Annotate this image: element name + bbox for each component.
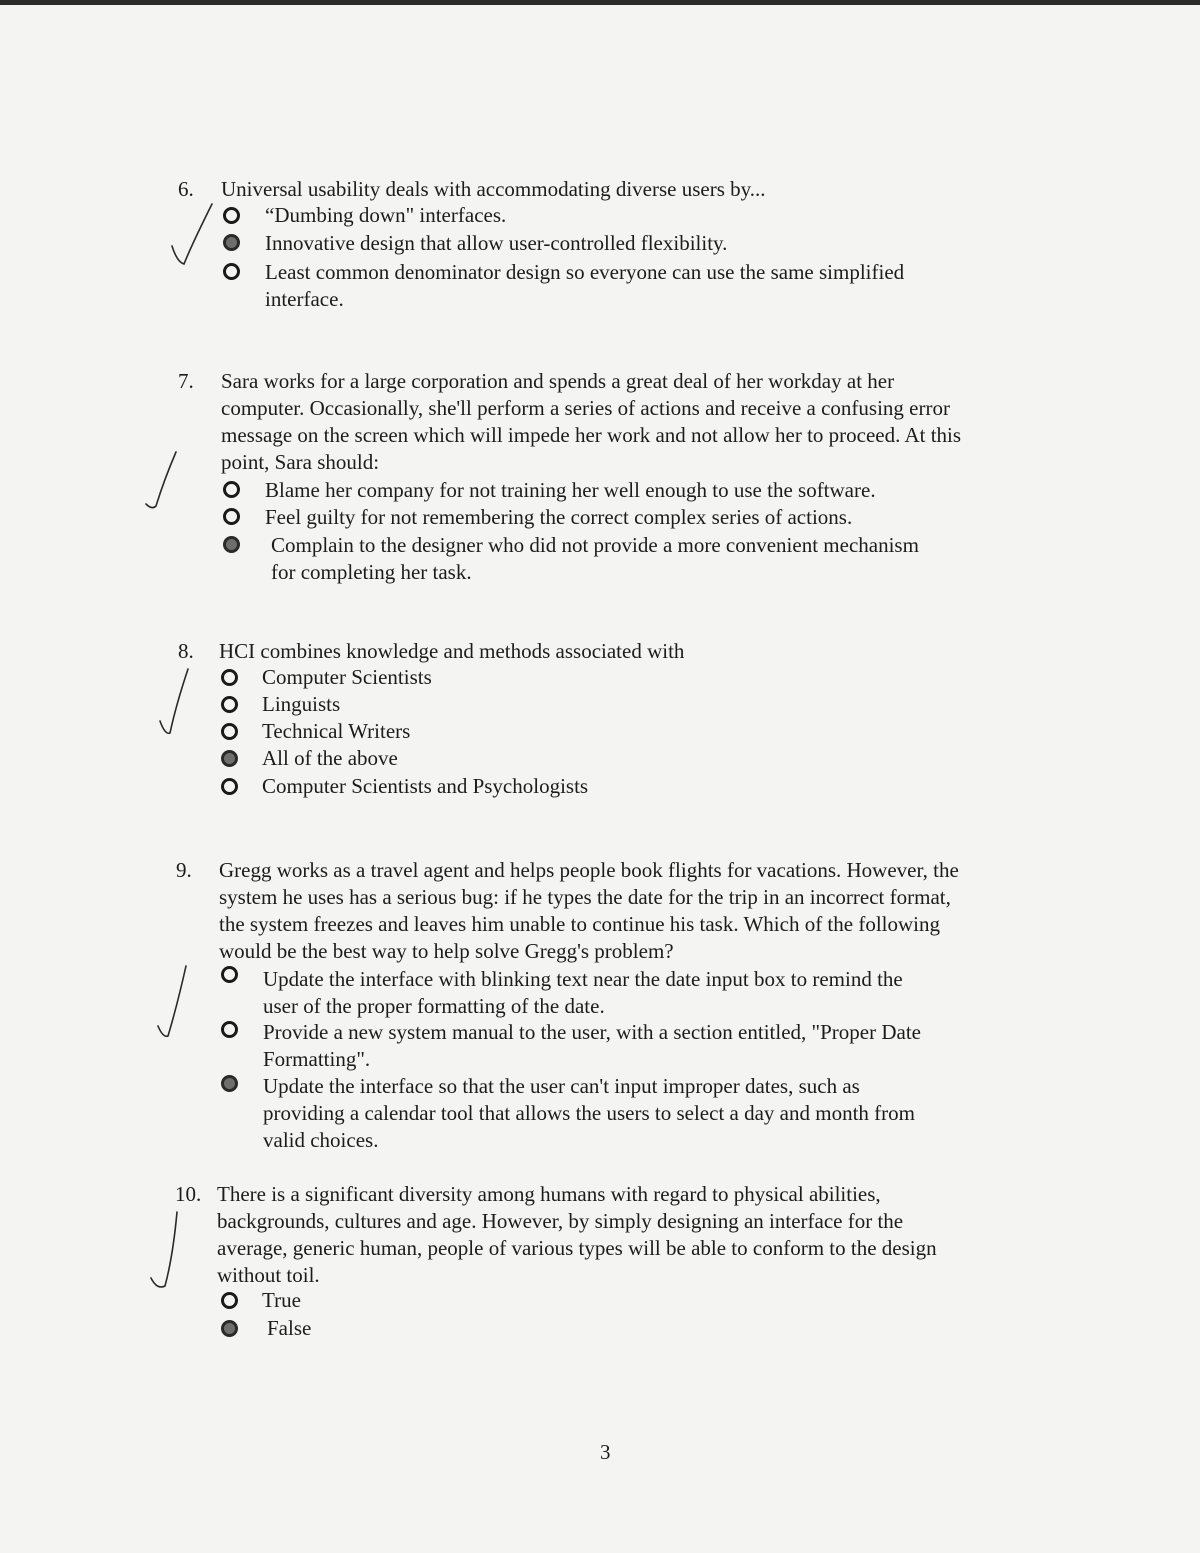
question-number: 7. xyxy=(178,369,194,393)
radio-empty-icon[interactable] xyxy=(221,669,238,686)
radio-empty-icon[interactable] xyxy=(223,508,240,525)
radio-empty-icon[interactable] xyxy=(223,263,240,280)
option-text: Update the interface with blinking text near the date input box to remind the user of the proper formatting of the date. xyxy=(263,967,903,1018)
question-text: There is a significant diversity among humans with regard to physical abilities, backgrounds, cultures and age. However, by simply designing an interface for the average, generic human, people of various types will be able to conform to the design without toil. xyxy=(217,1182,937,1287)
question-text: HCI combines knowledge and methods associated with xyxy=(219,639,685,663)
radio-empty-icon[interactable] xyxy=(221,778,238,795)
option-text: Blame her company for not training her well enough to use the software. xyxy=(265,478,876,502)
option-text: True xyxy=(262,1288,301,1312)
question-number: 6. xyxy=(178,177,194,201)
option-text: False xyxy=(267,1316,312,1340)
option-text: “Dumbing down" interfaces. xyxy=(265,203,507,227)
option-text: Innovative design that allow user-controlled flexibility. xyxy=(265,231,728,255)
question-text: Universal usability deals with accommodating diverse users by... xyxy=(221,177,766,201)
option-text: Update the interface so that the user can't input improper dates, such as providing a calendar tool that allows the users to select a day and month from valid choices. xyxy=(263,1074,915,1152)
radio-empty-icon[interactable] xyxy=(221,696,238,713)
radio-empty-icon[interactable] xyxy=(221,1021,238,1038)
question-text: Sara works for a large corporation and spends a great deal of her workday at her computer. Occasionally, she'll perform a series of actions and receive a confusing error message on the screen which will impede her work and not allow her to proceed. At this point, Sara should: xyxy=(221,369,962,474)
question-number: 10. xyxy=(175,1182,202,1206)
option-text: Computer Scientists and Psychologists xyxy=(262,774,589,798)
option-text: All of the above xyxy=(262,746,398,770)
radio-empty-icon[interactable] xyxy=(221,1292,238,1309)
radio-selected-icon[interactable] xyxy=(223,536,240,553)
grading-checkmark-icon xyxy=(150,962,196,1044)
radio-empty-icon[interactable] xyxy=(221,966,238,983)
option-text: Complain to the designer who did not provide a more convenient mechanism for completing her task. xyxy=(271,533,919,584)
radio-empty-icon[interactable] xyxy=(223,207,240,224)
question-number: 8. xyxy=(178,639,194,663)
option-text: Provide a new system manual to the user, with a section entitled, "Proper Date Formatting". xyxy=(263,1020,921,1071)
grading-checkmark-icon xyxy=(140,448,186,518)
grading-checkmark-icon xyxy=(145,1208,193,1296)
option-text: Technical Writers xyxy=(262,719,411,743)
grading-checkmark-icon xyxy=(168,200,216,272)
page-number: 3 xyxy=(600,1440,611,1464)
radio-empty-icon[interactable] xyxy=(221,723,238,740)
radio-selected-icon[interactable] xyxy=(221,750,238,767)
option-text: Linguists xyxy=(262,692,341,716)
radio-empty-icon[interactable] xyxy=(223,481,240,498)
question-text: Gregg works as a travel agent and helps people book flights for vacations. However, the system he uses has a serious bug: if he types the date for the trip in an incorrect format, the system freezes and leaves him unable to continue his task. Which of the following would be the best way to help solve Gregg's problem? xyxy=(219,858,959,963)
grading-checkmark-icon xyxy=(150,665,196,743)
option-text: Least common denominator design so everyone can use the same simplified interface. xyxy=(265,260,905,311)
radio-selected-icon[interactable] xyxy=(221,1075,238,1092)
radio-selected-icon[interactable] xyxy=(223,234,240,251)
question-number: 9. xyxy=(176,858,192,882)
option-text: Feel guilty for not remembering the correct complex series of actions. xyxy=(265,505,853,529)
option-text: Computer Scientists xyxy=(262,665,432,689)
radio-selected-icon[interactable] xyxy=(221,1320,238,1337)
